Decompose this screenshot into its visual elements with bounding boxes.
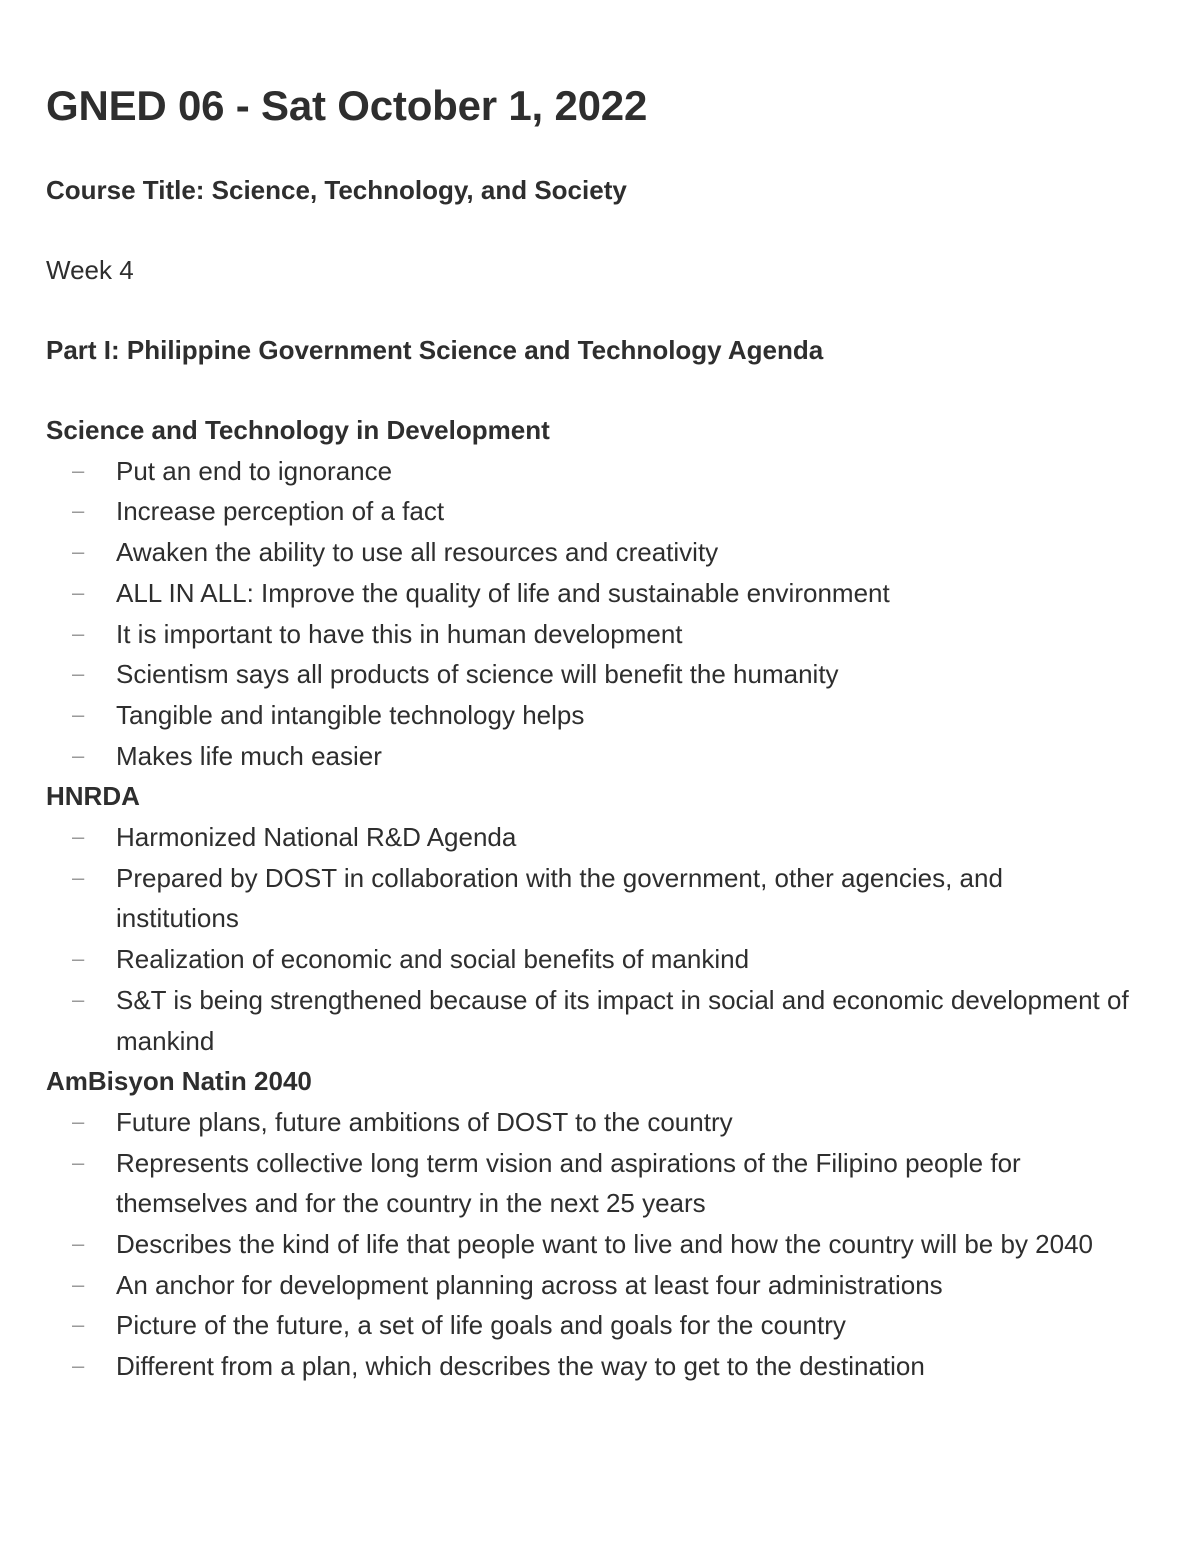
- list-item-text: Prepared by DOST in collaboration with the government, other agencies, and institutions: [116, 862, 1003, 934]
- dash-bullet-icon: –: [72, 864, 85, 890]
- dash-bullet-icon: –: [72, 1353, 85, 1379]
- section-heading-science-technology-development: Science and Technology in Development: [46, 415, 550, 445]
- dash-bullet-icon: –: [72, 742, 85, 768]
- list-item: [46, 614, 1130, 655]
- dash-bullet-icon: –: [72, 946, 85, 972]
- section-heading-hnrda: HNRDA: [46, 781, 140, 812]
- list-item: [46, 817, 1130, 858]
- list-item-text: Makes life much easier: [116, 740, 382, 771]
- list-item: [46, 1265, 1130, 1306]
- list-item-text: Describes the kind of life that people want to live and how the country will be by 2040: [116, 1229, 1094, 1260]
- list-item: [46, 654, 1130, 695]
- list-item: [46, 1102, 1130, 1143]
- dash-bullet-icon: –: [72, 457, 85, 483]
- list-item: [46, 980, 1130, 1061]
- dash-bullet-icon: –: [72, 579, 85, 605]
- list-item: [46, 939, 1130, 980]
- dash-bullet-icon: –: [72, 539, 85, 565]
- list-item-text: It is important to have this in human development: [116, 618, 683, 649]
- list-item-text: Represents collective long term vision and aspirations of the Filipino people for themselves and for the country in the next 25 years: [116, 1147, 1021, 1219]
- list-item: [46, 1143, 1130, 1224]
- list-item-text: Put an end to ignorance: [116, 455, 393, 486]
- section-heading-ambisyon-natin-2040: AmBisyon Natin 2040: [46, 1066, 312, 1097]
- list-item-text: Awaken the ability to use all resources and creativity: [116, 537, 719, 568]
- list-item-text: Increase perception of a fact: [116, 496, 445, 527]
- list-item: [46, 1305, 1130, 1346]
- list-item-text: Tangible and intangible technology helps: [116, 699, 585, 730]
- dash-bullet-icon: –: [72, 1231, 85, 1257]
- bullet-list-science-technology-development: [46, 451, 1130, 777]
- list-item: [46, 695, 1130, 736]
- list-item-text: An anchor for development planning across at least four administrations: [116, 1269, 943, 1300]
- list-item-text: Different from a plan, which describes the way to get to the destination: [116, 1351, 925, 1382]
- part-heading: Part I: Philippine Government Science and Technology Agenda: [46, 335, 824, 365]
- dash-bullet-icon: –: [72, 1271, 85, 1297]
- list-item: [46, 491, 1130, 532]
- list-item: [46, 451, 1130, 492]
- dash-bullet-icon: –: [72, 498, 85, 524]
- dash-bullet-icon: –: [72, 620, 85, 646]
- list-item: [46, 532, 1130, 573]
- dash-bullet-icon: –: [72, 1108, 85, 1134]
- list-item-text: Future plans, future ambitions of DOST to the country: [116, 1106, 733, 1137]
- list-item-text: Picture of the future, a set of life goals and goals for the country: [116, 1310, 846, 1341]
- list-item: [46, 1346, 1130, 1387]
- dash-bullet-icon: –: [72, 1312, 85, 1338]
- dash-bullet-icon: –: [72, 701, 85, 727]
- list-item-text: S&T is being strengthened because of its impact in social and economic development of mankind: [116, 984, 1129, 1056]
- dash-bullet-icon: –: [72, 986, 85, 1012]
- list-item: [46, 858, 1130, 939]
- list-item: [46, 573, 1130, 614]
- list-item-text: ALL IN ALL: Improve the quality of life and sustainable environment: [116, 577, 890, 608]
- list-item-text: Realization of economic and social benefits of mankind: [116, 944, 750, 975]
- dash-bullet-icon: –: [72, 1149, 85, 1175]
- list-item: [46, 736, 1130, 777]
- course-title: Course Title: Science, Technology, and Society: [46, 175, 627, 205]
- page-title: GNED 06 - Sat October 1, 2022: [46, 82, 648, 129]
- list-item: [46, 1224, 1130, 1265]
- bullet-list-ambisyon-natin-2040: [46, 1102, 1130, 1387]
- dash-bullet-icon: –: [72, 824, 85, 850]
- dash-bullet-icon: –: [72, 661, 85, 687]
- bullet-list-hnrda: [46, 817, 1130, 1061]
- list-item-text: Scientism says all products of science will benefit the humanity: [116, 659, 839, 690]
- list-item-text: Harmonized National R&D Agenda: [116, 822, 517, 853]
- week-label: Week 4: [46, 255, 134, 285]
